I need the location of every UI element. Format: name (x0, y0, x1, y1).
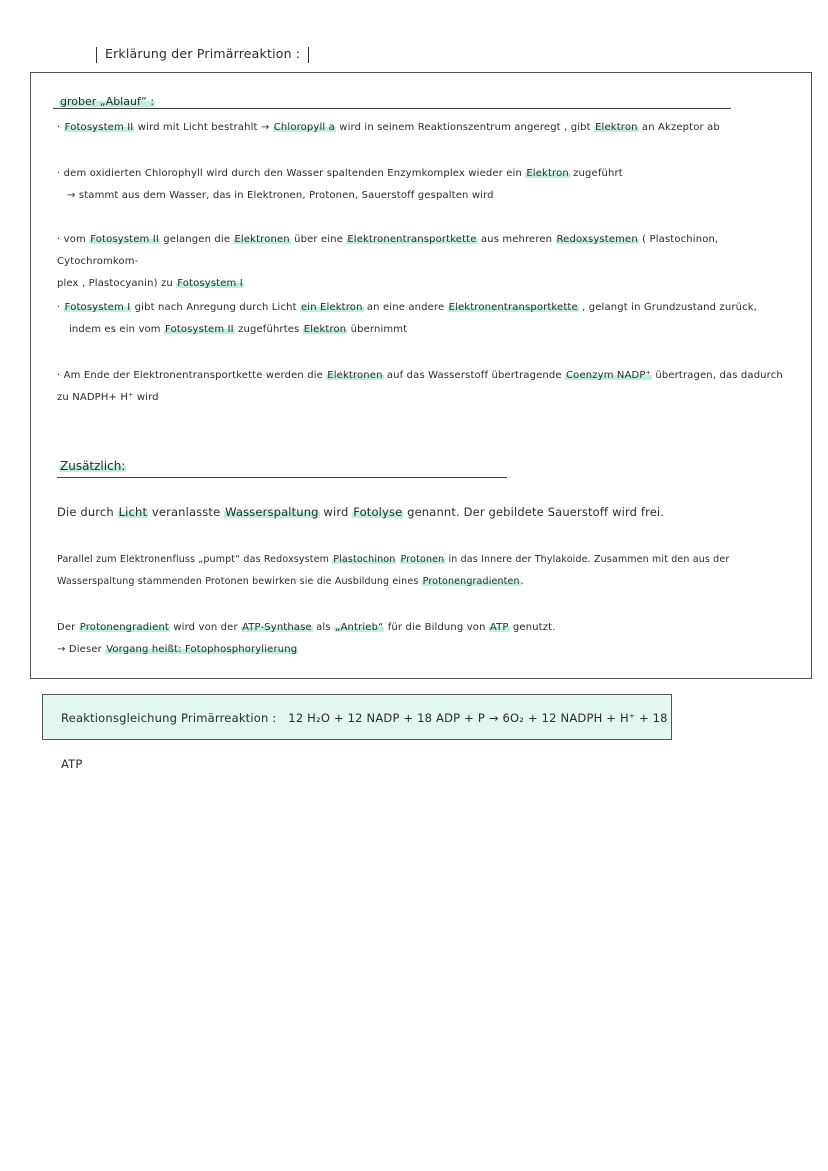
p7-h: . (520, 576, 524, 587)
explanation-box (30, 72, 812, 679)
header-bar-right (308, 47, 309, 63)
p6-g: genannt. Der gebildete Sauerstoff wird frei. (403, 505, 665, 519)
p3-c: gelangen die (159, 234, 234, 245)
p7-e: in das Innere der Thylakoide. Zusammen mit den aus der (445, 554, 730, 565)
paragraph-5 (57, 365, 799, 409)
p5-b: Elektronen (327, 370, 383, 381)
paragraph-8 (57, 617, 799, 661)
p3-h: Redoxsystemen (556, 234, 638, 245)
p1-c: Chloropyll a (273, 122, 335, 133)
paragraph-2 (57, 163, 799, 207)
p5-f: zu NADPH+ H⁺ wird (57, 392, 159, 403)
p5-d: Coenzym NADP⁺ (566, 370, 652, 381)
p1-b: wird mit Licht bestrahlt → (134, 122, 273, 133)
p5-a: Am Ende der Elektronentransportkette werden die (63, 370, 327, 381)
p3-k: Fotosystem I (177, 278, 243, 289)
equation-formula: 12 H₂O + 12 NADP + 18 ADP + P → 6O₂ + 12 NADPH + H⁺ + 18 ATP (61, 711, 668, 771)
p7-b: Plastochinon (333, 554, 396, 565)
p4-a: Fotosystem I (64, 302, 131, 313)
p4-i: zugeführtes (234, 324, 303, 335)
paragraph-3 (57, 229, 799, 295)
p4-e: Elektronentransportkette (448, 302, 578, 313)
p6-c: veranlasste (148, 505, 225, 519)
paragraph-6 (57, 501, 799, 523)
equation-label: Reaktionsgleichung Primärreaktion : (61, 711, 277, 725)
bullet-2: · (57, 168, 64, 179)
p8-i: genutzt. (509, 622, 556, 633)
paragraph-4 (57, 297, 799, 341)
bullet-4: · (57, 302, 64, 313)
equation-box (42, 694, 672, 771)
p7-f: Wasserspaltung stammenden Protonen bewirken sie die Ausbildung eines (57, 576, 422, 587)
p2-d: → stammt aus dem Wasser, das in Elektronen, Protonen, Sauerstoff gespalten wird (67, 190, 494, 201)
p8-d: ATP-Synthase (242, 622, 312, 633)
p6-b: Licht (118, 505, 148, 519)
p3-f: Elektronentransportkette (347, 234, 477, 245)
p3-j: plex , Plastocyanin) zu (57, 278, 177, 289)
p5-c: auf das Wasserstoff übertragende (383, 370, 566, 381)
bullet-1: · (57, 122, 64, 133)
bullet-5: · (57, 370, 64, 381)
p1-a: Fotosystem II (64, 122, 134, 133)
p5-e: übertragen, das dadurch (652, 370, 783, 381)
p8-f: „Antrieb“ (335, 622, 384, 633)
p2-b: Elektron (526, 168, 569, 179)
p3-i: ( Plastochinon, Cytochromkom- (57, 234, 719, 267)
p4-k: übernimmt (347, 324, 408, 335)
p1-d: wird in seinem Reaktionszentrum angeregt , gibt (335, 122, 595, 133)
p8-a: Der (57, 622, 79, 633)
section-title-ablauf-text: grober „Ablauf“ : (60, 95, 155, 108)
p3-b: Fotosystem II (90, 234, 159, 245)
p4-c: ein Elektron (301, 302, 363, 313)
p2-a: dem oxidierten Chlorophyll wird durch den Wasser spaltenden Enzymkomplex wieder ein (63, 168, 526, 179)
p3-g: aus mehreren (477, 234, 556, 245)
p6-a: Die durch (57, 505, 118, 519)
p1-e: Elektron (595, 122, 638, 133)
p7-d: Protonen (400, 554, 445, 565)
p6-e: wird (319, 505, 353, 519)
p6-f: Fotolyse (353, 505, 403, 519)
p3-d: Elektronen (234, 234, 290, 245)
p4-g: indem es ein vom (69, 324, 165, 335)
section-title-zusaetzlich (59, 459, 126, 475)
paragraph-7 (57, 549, 799, 593)
p2-c: zugeführt (569, 168, 623, 179)
p8-h: ATP (489, 622, 509, 633)
p8-g: für die Bildung von (384, 622, 489, 633)
p4-d: an eine andere (363, 302, 448, 313)
section-title-zusaetzlich-text: Zusätzlich: (60, 459, 126, 473)
bullet-3: · (57, 234, 64, 245)
p4-b: gibt nach Anregung durch Licht (131, 302, 300, 313)
p4-f: , gelangt in Grundzustand zurück, (578, 302, 757, 313)
p8-c: wird von der (170, 622, 242, 633)
page-title: Erklärung der Primärreaktion : (105, 46, 301, 61)
p8-j: → Dieser (57, 644, 106, 655)
p4-j: Elektron (303, 324, 347, 335)
paragraph-1 (57, 117, 799, 139)
p8-b: Protonengradient (79, 622, 170, 633)
p6-d: Wasserspaltung (225, 505, 319, 519)
p8-k: Vorgang heißt: Fotophosphorylierung (106, 644, 298, 655)
p8-e: als (312, 622, 335, 633)
p7-a: Parallel zum Elektronenfluss „pumpt“ das Redoxsystem (57, 554, 333, 565)
p1-f: an Akzeptor ab (638, 122, 720, 133)
page-header (88, 46, 317, 63)
p4-h: Fotosystem II (165, 324, 234, 335)
section-rule-zusaetzlich (57, 477, 507, 478)
p3-a: vom (63, 234, 90, 245)
p3-e: über eine (290, 234, 347, 245)
section-rule-ablauf (53, 108, 731, 109)
header-bar-left (96, 47, 97, 63)
p7-g: Protonengradienten (422, 576, 520, 587)
